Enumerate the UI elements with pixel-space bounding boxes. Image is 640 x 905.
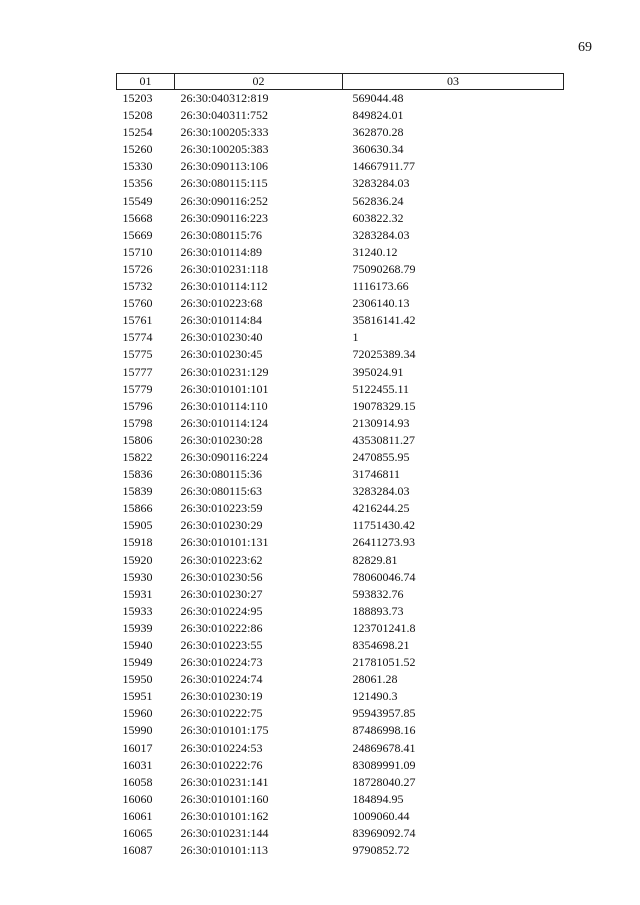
cadastral-number-cell: 26:30:010222:76 (180, 757, 263, 772)
value-cell: 87486998.16 (352, 723, 416, 738)
cadastral-number-cell: 26:30:010101:160 (180, 791, 269, 806)
value-cell: 82829.81 (352, 552, 398, 567)
table-row (117, 175, 564, 192)
value-cell: 21781051.52 (352, 655, 416, 670)
row-id-cell: 16031 (122, 757, 153, 772)
row-id-cell: 15933 (122, 603, 153, 618)
cadastral-number-cell: 26:30:010231:141 (180, 774, 269, 789)
row-id-cell: 15710 (122, 244, 153, 259)
row-id-cell: 15940 (122, 638, 153, 652)
row-id-cell: 15777 (122, 364, 153, 379)
cadastral-number-cell: 26:30:010101:162 (180, 808, 269, 823)
value-cell: 31746811 (352, 467, 401, 482)
cadastral-number-cell: 26:30:010230:45 (180, 347, 263, 362)
row-id-cell: 15950 (122, 672, 153, 687)
table-row (117, 637, 564, 654)
row-id-cell: 15760 (122, 296, 153, 311)
table-row (117, 757, 564, 774)
value-cell: 2306140.13 (352, 296, 410, 311)
cadastral-number-cell: 26:30:010224:95 (180, 603, 263, 618)
row-id-cell: 16058 (122, 774, 153, 789)
cadastral-number-cell: 26:30:040312:819 (180, 91, 269, 105)
value-cell: 3283284.03 (352, 176, 410, 191)
cadastral-number-cell: 26:30:010114:89 (180, 244, 263, 259)
cadastral-number-cell: 26:30:010101:101 (180, 381, 269, 396)
cadastral-number-cell: 26:30:010224:73 (180, 655, 263, 670)
value-cell: 395024.91 (352, 364, 404, 379)
value-cell: 18728040.27 (352, 774, 416, 789)
value-cell: 43530811.27 (352, 432, 416, 447)
table-row (117, 158, 564, 175)
cadastral-number-cell: 26:30:090116:252 (180, 193, 269, 208)
column-header-02: 02 (175, 74, 343, 90)
value-cell: 83969092.74 (352, 826, 416, 841)
table-row (117, 705, 564, 722)
table-row (117, 671, 564, 688)
cadastral-number-cell: 26:30:080115:63 (180, 484, 263, 499)
value-cell: 83089991.09 (352, 757, 416, 772)
row-id-cell: 15668 (122, 210, 153, 225)
row-id-cell: 15920 (122, 552, 153, 567)
table-row (117, 620, 564, 637)
cadastral-number-cell: 26:30:040311:752 (180, 108, 269, 123)
row-id-cell: 15866 (122, 501, 153, 516)
cadastral-number-cell: 26:30:080115:76 (180, 227, 263, 242)
row-id-cell: 15779 (122, 381, 153, 396)
table-row (117, 569, 564, 586)
value-cell: 35816141.42 (352, 313, 416, 328)
cadastral-number-cell: 26:30:010222:75 (180, 706, 263, 721)
row-id-cell: 15930 (122, 569, 153, 584)
row-id-cell: 15931 (122, 586, 153, 601)
row-id-cell: 15203 (122, 91, 153, 105)
table-row (117, 312, 564, 329)
row-id-cell: 15761 (122, 313, 153, 328)
cadastral-number-cell: 26:30:010114:112 (180, 279, 268, 294)
value-cell: 78060046.74 (352, 569, 416, 584)
value-cell: 569044.48 (352, 91, 404, 105)
table-row (117, 107, 564, 124)
table-row (117, 415, 564, 432)
table-row (117, 141, 564, 158)
table-row (117, 774, 564, 791)
value-cell: 4216244.25 (352, 501, 410, 516)
cadastral-number-cell: 26:30:090113:106 (180, 159, 269, 174)
row-id-cell: 16065 (122, 826, 153, 841)
value-cell: 1 (352, 330, 359, 345)
row-id-cell: 15208 (122, 108, 153, 123)
data-table-container (116, 73, 563, 859)
value-cell: 1009060.44 (352, 808, 410, 823)
cadastral-number-cell: 26:30:010230:40 (180, 330, 263, 345)
table-row (117, 449, 564, 466)
table-row (117, 261, 564, 278)
data-table (116, 73, 564, 859)
cadastral-number-cell: 26:30:010230:28 (180, 432, 263, 447)
cadastral-number-cell: 26:30:010231:129 (180, 364, 269, 379)
table-body (117, 90, 564, 860)
value-cell: 3283284.03 (352, 227, 410, 242)
table-header-row (117, 74, 564, 90)
value-cell: 603822.32 (352, 210, 404, 225)
row-id-cell: 16060 (122, 791, 153, 806)
cadastral-number-cell: 26:30:010223:68 (180, 296, 263, 311)
table-row (117, 500, 564, 517)
value-cell: 95943957.85 (352, 706, 416, 721)
table-row (117, 295, 564, 312)
row-id-cell: 15775 (122, 347, 153, 362)
value-cell: 3283284.03 (352, 484, 410, 499)
cadastral-number-cell: 26:30:090116:223 (180, 210, 269, 225)
cadastral-number-cell: 26:30:010101:175 (180, 723, 269, 738)
table-row (117, 210, 564, 227)
table-row (117, 364, 564, 381)
row-id-cell: 15905 (122, 518, 153, 533)
row-id-cell: 15951 (122, 689, 153, 704)
table-row (117, 586, 564, 603)
table-row (117, 654, 564, 671)
row-id-cell: 15732 (122, 279, 153, 294)
table-row (117, 398, 564, 415)
row-id-cell: 15918 (122, 535, 153, 550)
table-row (117, 740, 564, 757)
value-cell: 184894.95 (352, 791, 404, 806)
value-cell: 362870.28 (352, 125, 404, 140)
row-id-cell: 15260 (122, 142, 153, 157)
row-id-cell: 15939 (122, 620, 153, 635)
cadastral-number-cell: 26:30:010223:55 (180, 638, 263, 652)
row-id-cell: 16061 (122, 808, 153, 823)
cadastral-number-cell: 26:30:010231:144 (180, 826, 269, 841)
column-header-01: 01 (117, 74, 175, 90)
value-cell: 19078329.15 (352, 398, 416, 413)
table-row (117, 722, 564, 739)
table-row (117, 329, 564, 346)
table-row (117, 552, 564, 569)
table-row (117, 466, 564, 483)
row-id-cell: 15949 (122, 655, 153, 670)
cadastral-number-cell: 26:30:010230:27 (180, 586, 263, 601)
cadastral-number-cell: 26:30:010230:56 (180, 569, 263, 584)
table-row (117, 483, 564, 500)
table-row (117, 381, 564, 398)
table-row (117, 534, 564, 551)
value-cell: 28061.28 (352, 672, 398, 687)
value-cell: 2130914.93 (352, 415, 410, 430)
row-id-cell: 15774 (122, 330, 153, 345)
cadastral-number-cell: 26:30:010114:110 (180, 398, 268, 413)
cadastral-number-cell: 26:30:010114:124 (180, 415, 269, 430)
row-id-cell: 16087 (122, 843, 153, 858)
row-id-cell: 15990 (122, 723, 153, 738)
row-id-cell: 16017 (122, 740, 153, 755)
value-cell: 11751430.42 (352, 518, 416, 533)
table-row (117, 227, 564, 244)
value-cell: 26411273.93 (352, 535, 416, 550)
cadastral-number-cell: 26:30:010230:19 (180, 689, 263, 704)
row-id-cell: 15726 (122, 261, 153, 276)
table-row (117, 808, 564, 825)
cadastral-number-cell: 26:30:080115:115 (180, 176, 268, 191)
table-row (117, 842, 564, 859)
value-cell: 75090268.79 (352, 261, 416, 276)
cadastral-number-cell: 26:30:010222:86 (180, 620, 263, 635)
value-cell: 72025389.34 (352, 347, 416, 362)
value-cell: 5122455.11 (352, 381, 410, 396)
cadastral-number-cell: 26:30:010231:118 (180, 261, 269, 276)
row-id-cell: 15796 (122, 398, 153, 413)
value-cell: 121490.3 (352, 689, 398, 704)
table-row (117, 193, 564, 210)
cadastral-number-cell: 26:30:080115:36 (180, 467, 263, 482)
value-cell: 24869678.41 (352, 740, 416, 755)
row-id-cell: 15822 (122, 449, 153, 464)
row-id-cell: 15960 (122, 706, 153, 721)
table-header (117, 74, 564, 90)
row-id-cell: 15806 (122, 432, 153, 447)
row-id-cell: 15549 (122, 193, 153, 208)
cadastral-number-cell: 26:30:010114:84 (180, 313, 263, 328)
cadastral-number-cell: 26:30:010224:74 (180, 672, 263, 687)
table-row (117, 278, 564, 295)
table-row (117, 688, 564, 705)
cadastral-number-cell: 26:30:010224:53 (180, 740, 263, 755)
value-cell: 14667911.77 (352, 159, 416, 174)
row-id-cell: 15836 (122, 467, 153, 482)
row-id-cell: 15330 (122, 159, 153, 174)
value-cell: 188893.73 (352, 603, 404, 618)
value-cell: 31240.12 (352, 244, 398, 259)
cadastral-number-cell: 26:30:010101:131 (180, 535, 269, 550)
table-row (117, 346, 564, 363)
row-id-cell: 15254 (122, 125, 153, 140)
table-row (117, 791, 564, 808)
cadastral-number-cell: 26:30:100205:333 (180, 125, 269, 140)
value-cell: 849824.01 (352, 108, 404, 123)
row-id-cell: 15798 (122, 415, 153, 430)
value-cell: 2470855.95 (352, 449, 410, 464)
cadastral-number-cell: 26:30:090116:224 (180, 449, 269, 464)
value-cell: 593832.76 (352, 586, 404, 601)
value-cell: 1116173.66 (352, 279, 409, 294)
cadastral-number-cell: 26:30:010223:62 (180, 552, 263, 567)
table-row (117, 244, 564, 261)
value-cell: 360630.34 (352, 142, 404, 157)
table-row (117, 124, 564, 141)
table-row (117, 90, 564, 108)
cadastral-number-cell: 26:30:100205:383 (180, 142, 269, 157)
value-cell: 123701241.8 (352, 620, 416, 635)
value-cell: 562836.24 (352, 193, 404, 208)
row-id-cell: 15669 (122, 227, 153, 242)
cadastral-number-cell: 26:30:010223:59 (180, 501, 263, 516)
table-row (117, 517, 564, 534)
value-cell: 9790852.72 (352, 843, 410, 858)
row-id-cell: 15356 (122, 176, 153, 191)
table-row (117, 825, 564, 842)
page-number: 69 (578, 40, 592, 55)
value-cell: 8354698.21 (352, 638, 410, 652)
column-header-03: 03 (343, 74, 564, 90)
table-row (117, 432, 564, 449)
cadastral-number-cell: 26:30:010230:29 (180, 518, 263, 533)
row-id-cell: 15839 (122, 484, 153, 499)
cadastral-number-cell: 26:30:010101:113 (180, 843, 269, 858)
table-row (117, 603, 564, 620)
